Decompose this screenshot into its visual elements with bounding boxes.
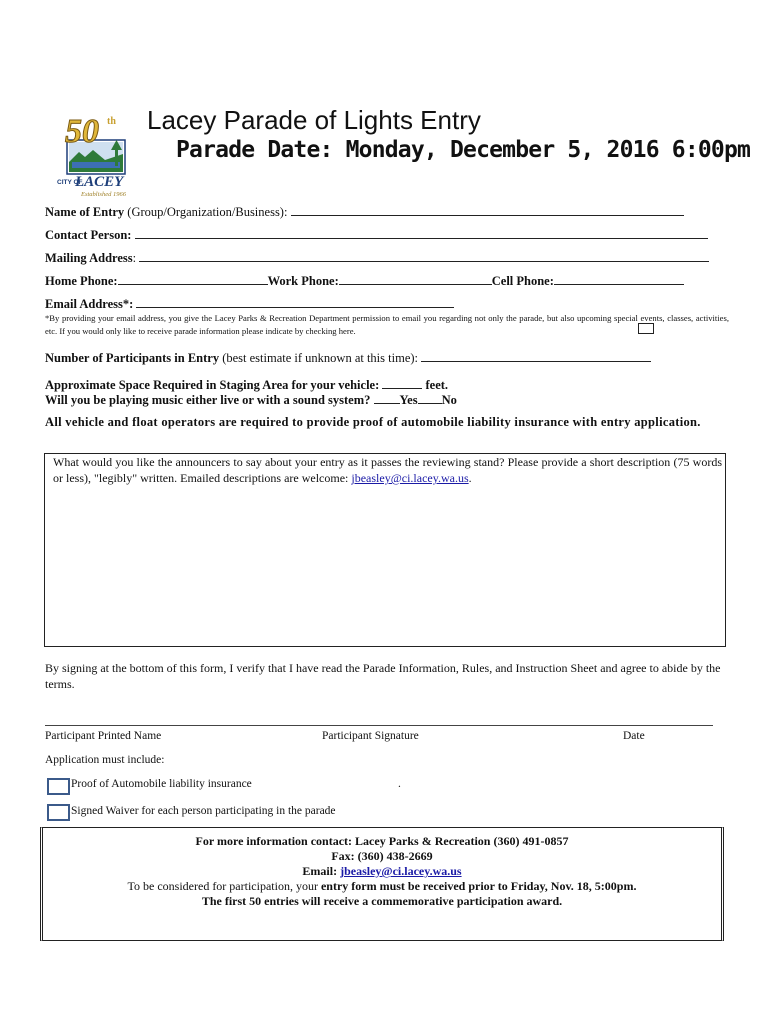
music-no-label: No <box>441 393 457 407</box>
footer-deadline-plain: To be considered for participation, your <box>127 879 321 893</box>
date-label: Date <box>623 730 645 742</box>
staging-space-input[interactable] <box>382 376 422 389</box>
mailing-address-field <box>45 249 709 266</box>
entry-name-label: Name of Entry <box>45 205 125 219</box>
contact-info-content <box>43 828 721 909</box>
music-field <box>45 391 457 408</box>
logo-city-prefix: CITY OF <box>57 179 83 186</box>
footer-fax: Fax: (360) 438-2669 <box>331 849 433 863</box>
footer-email-link[interactable]: jbeasley@ci.lacey.wa.us <box>340 864 462 878</box>
mailing-address-colon: : <box>132 251 137 265</box>
parade-only-checkbox[interactable] <box>638 323 654 334</box>
agreement-text: By signing at the bottom of this form, I verify that I have read the Parade Information, Rules, and Instruction Sheet and agree to abide by the terms. <box>45 661 721 691</box>
description-box[interactable] <box>44 453 726 647</box>
participants-label-note: (best estimate if unknown at this time): <box>219 351 422 365</box>
email-field <box>45 295 454 312</box>
entry-name-label-note: (Group/Organization/Business): <box>124 205 291 219</box>
footer-deadline <box>43 879 721 894</box>
cell-phone-input[interactable] <box>554 272 684 285</box>
music-no-blank[interactable] <box>418 391 442 404</box>
contact-info-box <box>40 827 724 941</box>
home-phone-input[interactable] <box>118 272 268 285</box>
staging-space-unit: feet. <box>422 378 449 392</box>
email-input[interactable] <box>136 295 454 308</box>
participant-signature-label: Participant Signature <box>322 730 419 742</box>
entry-name-input[interactable] <box>291 203 684 216</box>
cell-phone-label: Cell Phone: <box>491 274 554 288</box>
work-phone-input[interactable] <box>339 272 492 285</box>
signature-line[interactable] <box>45 725 713 726</box>
email-label: Email Address*: <box>45 297 134 311</box>
insurance-proof-dot: . <box>398 778 401 790</box>
printed-name-label: Participant Printed Name <box>45 730 162 742</box>
music-yes-label: Yes <box>399 393 418 407</box>
city-of-lacey-50th-logo <box>55 110 135 200</box>
music-yes-blank[interactable] <box>374 391 400 404</box>
requirements-heading: Application must include: <box>45 754 165 766</box>
participants-input[interactable] <box>421 349 651 362</box>
footer-award: The first 50 entries will receive a commemorative participation award. <box>201 894 563 908</box>
staging-space-label: Approximate Space Required in Staging Area for your vehicle: <box>45 378 383 392</box>
logo-anniversary-number: 50 <box>65 113 99 150</box>
mailing-address-input[interactable] <box>139 249 709 262</box>
logo-anniversary-suffix: th <box>107 116 116 127</box>
footer-deadline-bold: entry form must be received prior to Friday, Nov. 18, 5:00pm. <box>320 879 637 893</box>
footer-email-line <box>43 864 721 879</box>
phone-fields <box>45 272 684 289</box>
insurance-proof-checkbox[interactable] <box>47 778 70 795</box>
logo-city-name: LACEY <box>75 174 124 190</box>
contact-person-field <box>45 226 708 243</box>
participants-label: Number of Participants in Entry <box>45 351 220 365</box>
form-title: Lacey Parade of Lights Entry <box>147 105 481 135</box>
parade-date: Parade Date: Monday, December 5, 2016 6:00pm <box>176 137 751 163</box>
music-question: Will you be playing music either live or with a sound system? <box>45 393 374 407</box>
footer-email-label: Email: <box>302 864 341 878</box>
contact-person-label: Contact Person: <box>45 228 132 242</box>
contact-person-input[interactable] <box>135 226 708 239</box>
work-phone-label: Work Phone: <box>267 274 339 288</box>
signed-waiver-label: Signed Waiver for each person participating in the parade <box>71 805 336 817</box>
entry-name-field <box>45 203 684 220</box>
insurance-notice: All vehicle and float operators are required to provide proof of automobile liability insurance with entry application. <box>45 415 701 429</box>
description-prompt-end: . <box>468 471 472 485</box>
signed-waiver-checkbox[interactable] <box>47 804 70 821</box>
footer-contact: For more information contact: Lacey Parks & Recreation (360) 491-0857 <box>195 834 569 848</box>
description-prompt-text: What would you like the announcers to say about your entry as it passes the reviewing stand? Please provide a short description (75 words or less), "legibly" written. Emailed descriptions are welcome: <box>53 455 722 485</box>
email-permission-note <box>45 312 729 338</box>
home-phone-label: Home Phone: <box>45 274 118 288</box>
description-prompt <box>45 454 725 486</box>
logo-established: Established 1966 <box>81 191 126 198</box>
participants-field <box>45 349 651 366</box>
description-email-link[interactable]: jbeasley@ci.lacey.wa.us <box>351 471 469 485</box>
mailing-address-label: Mailing Address <box>45 251 133 265</box>
insurance-proof-label: Proof of Automobile liability insurance <box>71 778 252 790</box>
email-permission-text: *By providing your email address, you give the Lacey Parks & Recreation Department permission to email you regarding not only the parade, but also upcoming special events, classes, activities, etc. If you would only like to receive parade information please indicate by checking here. <box>45 313 729 336</box>
